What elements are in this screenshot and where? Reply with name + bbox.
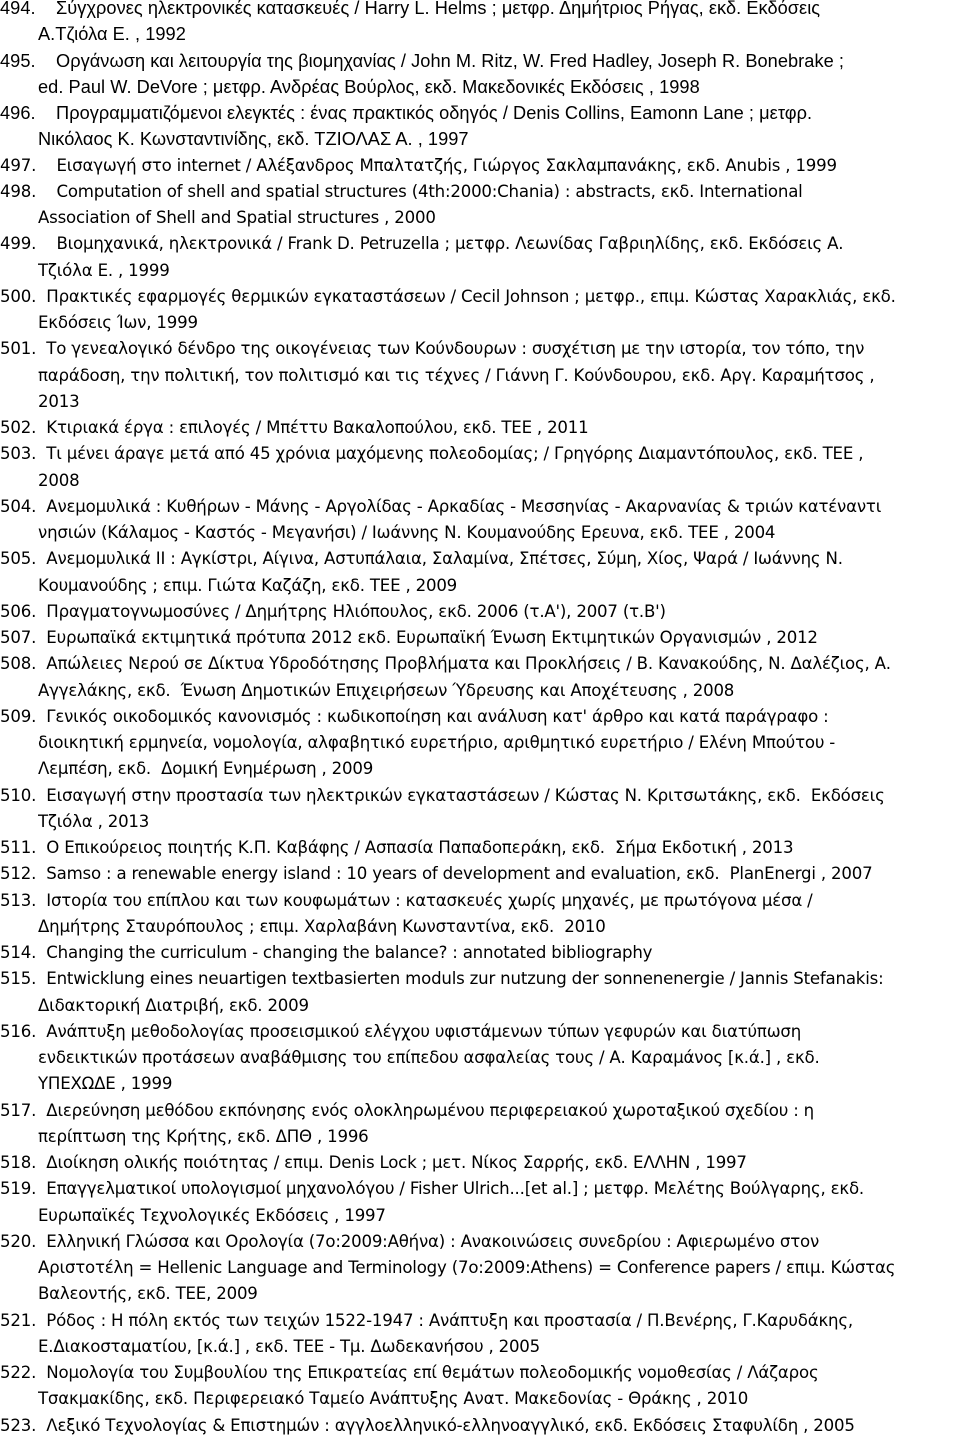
entry-continuation-line: διοικητική ερμηνεία, νομολογία, αλφαβητικό ευρετήριο, αριθμητικό ευρετήριο / Ελένη Μπούτου - — [38, 733, 836, 752]
entry-first-line: 502. Κτιριακά έργα : επιλογές / Μπέττυ Βακαλοπούλου, εκδ. ΤΕΕ , 2011 — [0, 418, 589, 437]
entry-first-line: 503. Τι μένει άραγε μετά από 45 χρόνια μαχόμενης πολεοδομίας; / Γρηγόρης Διαμαντόπουλος, εκδ. ΤΕΕ , — [0, 444, 864, 464]
entry-first-line: 501. Το γενεαλογικό δένδρο της οικογένειας των Κούνδουρων : συσχέτιση με την ιστορία, τον τόπο, την — [0, 339, 865, 359]
entry-continuation-line: Βαλεοντής, εκδ. ΤΕΕ, 2009 — [38, 1284, 258, 1304]
entry-continuation-line: Αριστοτέλη = Hellenic Language and Terminology (7o:2009:Athens) = Conference papers / επιμ. Κώστας — [38, 1258, 896, 1277]
entry-continuation-line: Τζιόλα , 2013 — [38, 811, 150, 831]
entry-first-line: 495. Οργάνωση και λειτουργία της βιομηχανίας / John M. Ritz, W. Fred Hadley, Joseph R. Bonebrake ; — [0, 50, 844, 71]
entry-continuation-line: Δημήτρης Σταυρόπουλος ; επιμ. Χαρλαβάνη Κωνσταντίνα, εκδ. 2010 — [38, 916, 606, 936]
entry-continuation-line: 2008 — [38, 470, 80, 490]
entry-continuation-line: Ε.Διακοσταματίου, [κ.ά.] , εκδ. ΤΕΕ - Τμ. Δωδεκανήσου , 2005 — [38, 1336, 541, 1356]
entry-first-line: 517. Διερεύνηση μεθόδου εκπόνησης ενός ολοκληρωμένου περιφερειακού χωροταξικού σχεδίου : η — [0, 1100, 814, 1120]
entry-first-line: 500. Πρακτικές εφαρμογές θερμικών εγκαταστάσεων / Cecil Johnson ; μετφρ., επιμ. Κώστας Χαρακλιάς, εκδ. — [0, 286, 896, 306]
entry-continuation-line: ed. Paul W. DeVore ; μετφρ. Ανδρέας Βούρλος, εκδ. Μακεδονικές Εκδόσεις , 1998 — [38, 76, 700, 97]
entry-continuation-line: ενδεικτικών προτάσεων αναβάθμισης του επίπεδου ασφαλείας τους / Α. Καραμάνος [κ.ά.] , εκδ. — [38, 1048, 820, 1067]
entry-first-line: 505. Ανεμομυλικά ΙΙ : Αγκίστρι, Αίγινα, Αστυπάλαια, Σαλαμίνα, Σπέτσες, Σύμη, Χίος, Ψαρά / Ιωάννης Ν. — [0, 549, 843, 569]
entry-first-line: 520. Ελληνική Γλώσσα και Ορολογία (7ο:2009:Αθήνα) : Ανακοινώσεις συνεδρίου : Αφιερωμένο στον — [0, 1231, 820, 1251]
entry-first-line: 504. Ανεμομυλικά : Κυθήρων - Μάνης - Αργολίδας - Αρκαδίας - Μεσσηνίας - Ακαρνανίας & τριών κατέναντι — [0, 496, 882, 516]
entry-continuation-line: Κουμανούδης ; επιμ. Γιώτα Καζάζη, εκδ. ΤΕΕ , 2009 — [38, 575, 458, 595]
entry-continuation-line: Λεμπέση, εκδ. Δομική Ενημέρωση , 2009 — [38, 759, 374, 779]
entry-first-line: 494. Σύγχρονες ηλεκτρονικές κατασκευές / Harry L. Helms ; μετφρ. Δημήτριος Ρήγας, εκδ. Εκδόσεις — [0, 0, 821, 18]
entry-first-line: 499. Βιομηχανικά, ηλεκτρονικά / Frank D. Petruzella ; μετφρ. Λεωνίδας Γαβριηλίδης, εκδ. Εκδόσεις Α. — [0, 234, 844, 254]
entry-continuation-line: Α.Τζιόλα Ε. , 1992 — [38, 24, 186, 45]
entry-continuation-line: Ευρωπαϊκές Τεχνολογικές Εκδόσεις , 1997 — [38, 1205, 386, 1225]
entry-continuation-line: περίπτωση της Κρήτης, εκδ. ΔΠΘ , 1996 — [38, 1126, 369, 1146]
entry-first-line: 515. Entwicklung eines neuartigen textbasierten moduls zur nutzung der sonnenenergie / Jannis Stefanakis: — [0, 969, 884, 989]
entry-first-line: 506. Πραγματογνωμοσύνες / Δημήτρης Ηλιόπουλος, εκδ. 2006 (τ.Α'), 2007 (τ.Β') — [0, 601, 666, 621]
entry-first-line: 516. Ανάπτυξη μεθοδολογίας προσεισμικού ελέγχου υφιστάμενων τύπων γεφυρών και διατύπωση — [0, 1021, 802, 1041]
entry-continuation-line: 2013 — [38, 391, 80, 411]
entry-continuation-line: Εκδόσεις Ίων, 1999 — [38, 313, 198, 332]
entry-first-line: 518. Διοίκηση ολικής ποιότητας / επιμ. Denis Lock ; μετ. Νίκος Σαρρής, εκδ. ΕΛΛΗΝ , 1997 — [0, 1153, 747, 1172]
entry-first-line: 522. Νομολογία του Συμβουλίου της Επικρατείας επί θεμάτων πολεοδομικής νομοθεσίας / Λάζαρος — [0, 1363, 819, 1382]
entry-first-line: 496. Προγραμματιζόμενοι ελεγκτές : ένας πρακτικός οδηγός / Denis Collins, Eamonn Lane ; μετφρ. — [0, 103, 813, 123]
entry-continuation-line: Association of Shell and Spatial structures , 2000 — [38, 208, 436, 227]
entry-first-line: 509. Γενικός οικοδομικός κανονισμός : κωδικοποίηση και ανάλυση κατ' άρθρο και κατά παράγραφο : — [0, 706, 829, 726]
entry-first-line: 514. Changing the curriculum - changing the balance? : annotated bibliography — [0, 943, 653, 962]
entry-continuation-line: Αγγελάκης, εκδ. Ένωση Δημοτικών Επιχειρήσεων Ύδρευσης και Αποχέτευσης , 2008 — [38, 680, 735, 700]
entry-continuation-line: Τσακμακίδης, εκδ. Περιφερειακό Ταμείο Ανάπτυξης Ανατ. Μακεδονίας - Θράκης , 2010 — [38, 1389, 749, 1409]
entry-first-line: 511. Ο Επικούρειος ποιητής Κ.Π. Καβάφης / Ασπασία Παπαδοπεράκη, εκδ. Σήμα Εκδοτική , 2013 — [0, 838, 794, 857]
entry-continuation-line: Διδακτορική Διατριβή, εκδ. 2009 — [38, 995, 309, 1015]
entry-first-line: 513. Ιστορία του επίπλου και των κουφωμάτων : κατασκευές χωρίς μηχανές, με πρωτόγονα μέσα / — [0, 890, 813, 910]
entry-first-line: 497. Εισαγωγή στο internet / Αλέξανδρος Μπαλτατζής, Γιώργος Σακλαμπανάκης, εκδ. Anubis , 1999 — [0, 155, 837, 175]
entry-first-line: 523. Λεξικό Τεχνολογίας & Επιστημών : αγγλοελληνικό-ελληνοαγγλικό, εκδ. Εκδόσεις Σταφυλίδη , 2005 — [0, 1415, 855, 1435]
entry-continuation-line: νησιών (Κάλαμος - Καστός - Μεγανήσι) / Ιωάννης Ν. Κουμανούδης Ερευνα, εκδ. ΤΕΕ , 2004 — [38, 523, 776, 542]
entry-continuation-line: Νικόλαος Κ. Κωνσταντινίδης, εκδ. ΤΖΙΟΛΑΣ Α. , 1997 — [38, 129, 469, 150]
entry-first-line: 512. Samso : a renewable energy island : 10 years of development and evaluation, εκδ. PlanEnergi , 2007 — [0, 864, 873, 884]
entry-continuation-line: ΥΠΕΧΩΔΕ , 1999 — [38, 1074, 173, 1094]
entry-continuation-line: Τζιόλα Ε. , 1999 — [38, 260, 170, 280]
entry-first-line: 508. Απώλειες Νερού σε Δίκτυα Υδροδότησης Προβλήματα και Προκλήσεις / Β. Κανακούδης, Ν. Δαλέζιος, Α. — [0, 654, 891, 674]
entry-continuation-line: παράδοση, την πολιτική, τον πολιτισμό και τις τέχνες / Γιάννη Γ. Κούνδουρου, εκδ. Αργ. Καραμήτσος , — [38, 365, 875, 385]
entry-first-line: 507. Ευρωπαϊκά εκτιμητικά πρότυπα 2012 εκδ. Ευρωπαϊκή Ένωση Εκτιμητικών Οργανισμών , 2012 — [0, 628, 818, 647]
entry-first-line: 498. Computation of shell and spatial structures (4th:2000:Chania) : abstracts, εκδ. International — [0, 181, 803, 201]
entry-first-line: 521. Ρόδος : Η πόλη εκτός των τειχών 1522-1947 : Ανάπτυξη και προστασία / Π.Βενέρης, Γ.Καρυδάκης, — [0, 1310, 853, 1330]
entry-first-line: 519. Επαγγελματικοί υπολογισμοί μηχανολόγου / Fisher Ulrich...[et al.] ; μετφρ. Μελέτης Βούλγαρης, εκδ. — [0, 1179, 865, 1199]
entry-first-line: 510. Εισαγωγή στην προστασία των ηλεκτρικών εγκαταστάσεων / Κώστας Ν. Κριτσωτάκης, εκδ. Εκδόσεις — [0, 785, 885, 805]
